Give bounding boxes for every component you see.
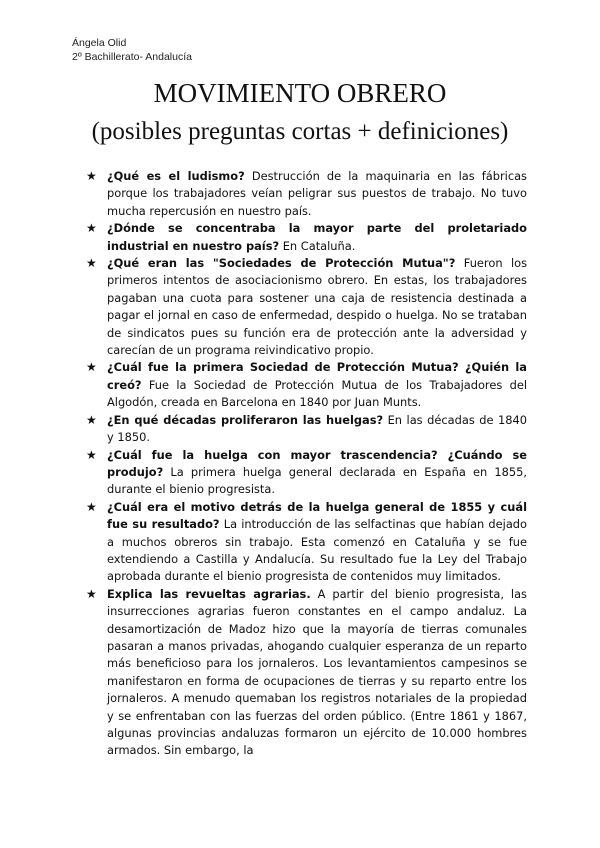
answer-text: A partir del bienio progresista, las insurrecciones agrarias fueron constantes en el campo andaluz. La desamortización de Madoz hizo que la mayoría de tierras comunales pasaran a manos privadas, ahogando cualquier esperanza de un reparto más beneficioso para los jornaleros. Los levantamientos campesinos se manifestaron en forma de ocupaciones de tierras y su reparto entre los jornaleros. A menudo quemaban los registros notariales de la propiedad y se enfrentaban con las fuerzas del orden público. (Entre 1861 y 1867, algunas provincias andaluzas formaron un ejército de 10.000 hombres armados. Sin embargo, la: [107, 586, 527, 758]
page-subtitle: (posibles preguntas cortas + definiciones): [91, 118, 509, 145]
list-item: [86, 412, 527, 447]
author-block: [72, 36, 192, 64]
answer-text: En Cataluña.: [282, 238, 356, 253]
list-item: [86, 359, 528, 411]
question-text: ¿Cuál era el motivo detrás de la huelga general de 1855 y cuál fue su resultado?: [107, 499, 527, 532]
list-item: [86, 499, 528, 586]
author-name: Ángela Olid: [72, 37, 127, 49]
question-list: [86, 168, 528, 760]
black-star-icon: ★: [86, 586, 97, 601]
list-item: [86, 447, 527, 499]
black-star-icon: ★: [86, 256, 97, 271]
question-text: Explica las revueltas agrarias.: [107, 586, 311, 601]
answer-text: Destrucción de la maquinaria en las fábricas porque los trabajadores veían peligrar sus puestos de trabajo. No tuvo mucha repercusión en nuestro país.: [107, 169, 527, 218]
question-text: ¿Qué es el ludismo?: [107, 169, 245, 183]
black-star-icon: ★: [86, 169, 97, 183]
answer-text: En las décadas de 1840 y 1850.: [107, 412, 527, 445]
black-star-icon: ★: [86, 447, 97, 462]
black-star-icon: ★: [86, 499, 97, 514]
question-text: ¿Cuál fue la primera Sociedad de Protección Mutua? ¿Quién la creó?: [107, 360, 527, 392]
list-item: [86, 586, 527, 760]
question-text: ¿Dónde se concentraba la mayor parte del proletariado industrial en nuestro país?: [107, 221, 527, 253]
course-label: 2º Bachillerato- Andalucía: [72, 51, 192, 63]
answer-text: La introducción de las selfactinas que habían dejado a muchos obreros sin trabajo. Esta comenzó en Cataluña y se fue extendiendo a Castilla y Andalucía. Su resultado fue la Ley del Trabajo aprobada durante el bienio progresista de contenidos muy limitados.: [107, 517, 528, 584]
black-star-icon: ★: [86, 221, 97, 236]
black-star-icon: ★: [86, 360, 97, 375]
answer-text: Fueron los primeros intentos de asociacionismo obrero. En estas, los trabajadores pagaban una cuota para sostener una caja de resistencia destinada a pagar el jornal en caso de enfermedad, despido o huelga. No se trataban de sindicatos pues su función era de protección ante la adversidad y carecían de un programa reivindicativo propio.: [107, 256, 528, 358]
page-title: MOVIMIENTO OBRERO: [153, 78, 447, 108]
list-item: [86, 255, 528, 359]
list-item: [86, 168, 527, 220]
question-text: ¿Qué eran las "Sociedades de Protección Mutua"?: [107, 256, 456, 271]
question-text: ¿Cuál fue la huelga con mayor trascendencia? ¿Cuándo se produjo?: [107, 447, 527, 479]
list-item: [86, 220, 527, 255]
answer-text: Fue la Sociedad de Protección Mutua de los Trabajadores del Algodón, creada en Barcelona en 1840 por Juan Munts.: [107, 377, 528, 410]
question-text: ¿En qué décadas proliferaron las huelgas?: [107, 412, 384, 427]
black-star-icon: ★: [86, 412, 97, 427]
answer-text: La primera huelga general declarada en España en 1855, durante el bienio progresista.: [107, 464, 527, 497]
